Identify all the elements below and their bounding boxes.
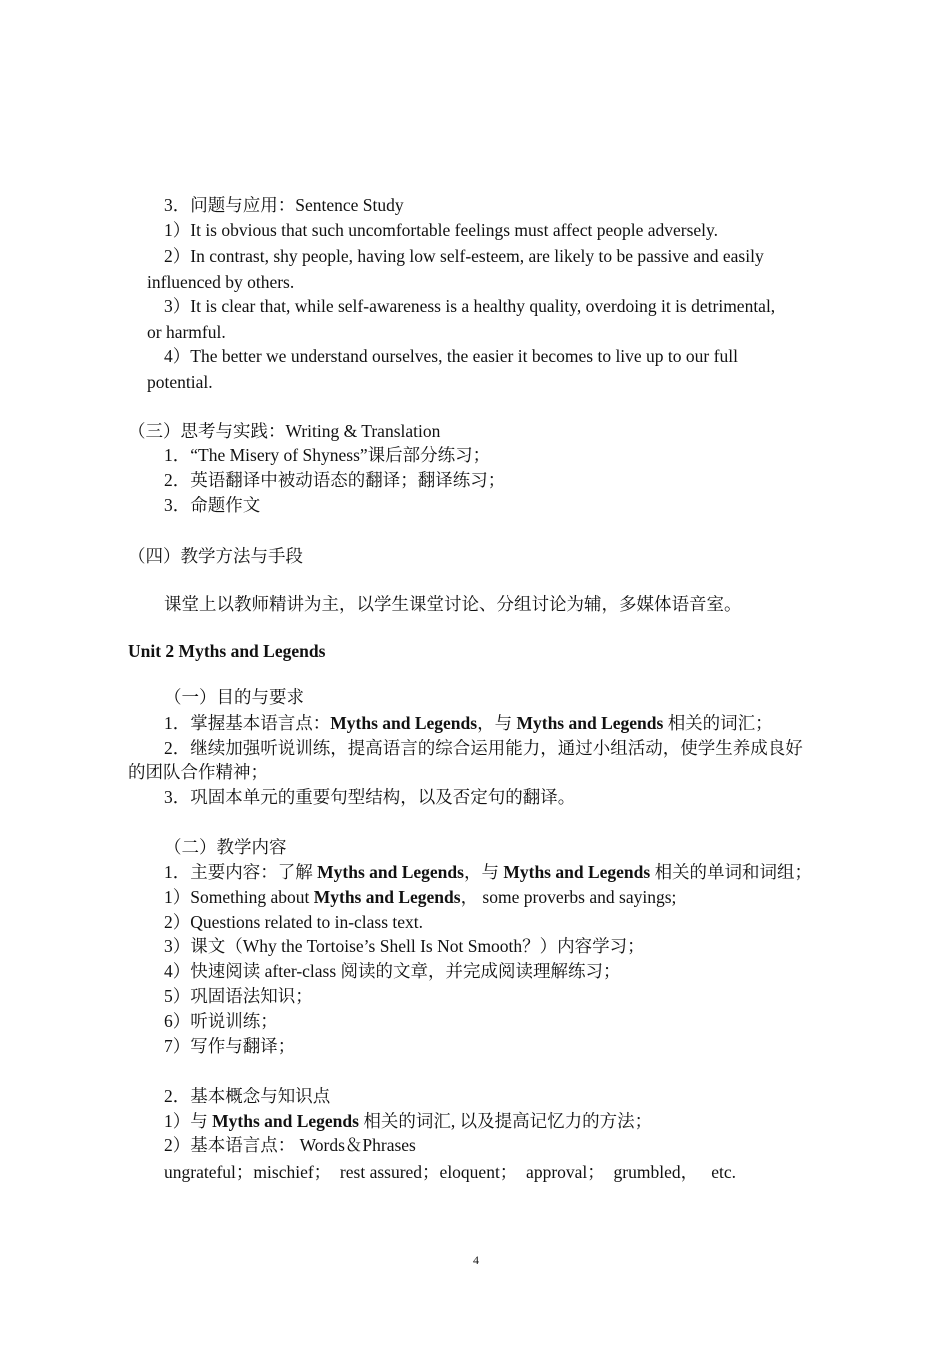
page-number: 4 [473, 1253, 479, 1267]
part-three-item-1: 1．“The Misery of Shyness”课后部分练习； [164, 445, 491, 465]
content-item-2: 2）Questions related to in-class text. [164, 912, 424, 932]
content-main: 1．主要内容：了解 Myths and Legends，与 Myths and Legends 相关的单词和词组； [164, 862, 813, 882]
content-item-7: 7）写作与翻译； [164, 1036, 296, 1056]
objectives-heading: （一）目的与要求 [164, 687, 304, 707]
content-item-4: 4）快速阅读 after-class 阅读的文章，并完成阅读理解练习； [164, 961, 621, 981]
objective-item-1: 1．掌握基本语言点：Myths and Legends，与 Myths and Legends 相关的词汇； [164, 713, 773, 733]
sentence-4-line1: 4）The better we understand ourselves, the easier it becomes to live up to our full [164, 346, 738, 366]
sentence-4-line2: potential. [147, 372, 213, 392]
sentence-3-line2: or harmful. [147, 322, 226, 342]
part-four-text: 课堂上以教师精讲为主，以学生课堂讨论、分组讨论为辅，多媒体语音室。 [164, 594, 742, 614]
vocabulary-list: ungrateful；mischief； rest assured；eloquent； approval； grumbled， etc. [164, 1162, 736, 1182]
part-three-heading: （三）思考与实践：Writing & Translation [128, 421, 441, 441]
part-four-heading: （四）教学方法与手段 [128, 546, 303, 566]
objective-item-2-line1: 2．继续加强听说训练，提高语言的综合运用能力，通过小组活动，使学生养成良好 [164, 738, 803, 758]
unit-title: Unit 2 Myths and Legends [128, 641, 326, 661]
content-item-1: 1）Something about Myths and Legends， some proverbs and sayings; [164, 887, 677, 907]
concepts-heading: 2．基本概念与知识点 [164, 1086, 331, 1106]
concepts-item-1: 1）与 Myths and Legends 相关的词汇, 以及提高记忆力的方法； [164, 1111, 653, 1131]
sentence-1: 1）It is obvious that such uncomfortable feelings must affect people adversely. [164, 220, 719, 240]
concepts-item-2: 2）基本语言点： Words＆Phrases [164, 1135, 416, 1155]
sentence-2-line2: influenced by others. [147, 272, 295, 292]
sentence-3-line1: 3）It is clear that, while self-awareness is a healthy quality, overdoing it is detrimental, [164, 296, 776, 316]
part-three-item-3: 3．命题作文 [164, 495, 261, 515]
content-item-5: 5）巩固语法知识； [164, 986, 313, 1006]
content-heading: （二）教学内容 [164, 837, 287, 857]
part-three-item-2: 2．英语翻译中被动语态的翻译；翻译练习； [164, 470, 506, 490]
sentence-2-line1: 2）In contrast, shy people, having low self-esteem, are likely to be passive and easily [164, 246, 764, 266]
sentence-study-heading: 3．问题与应用：Sentence Study [164, 195, 404, 215]
content-item-3: 3）课文（Why the Tortoise’s Shell Is Not Smooth？）内容学习； [164, 936, 645, 956]
objective-item-2-line2: 的团队合作精神； [128, 762, 268, 782]
content-item-6: 6）听说训练； [164, 1011, 278, 1031]
objective-item-3: 3．巩固本单元的重要句型结构，以及否定句的翻译。 [164, 787, 576, 807]
